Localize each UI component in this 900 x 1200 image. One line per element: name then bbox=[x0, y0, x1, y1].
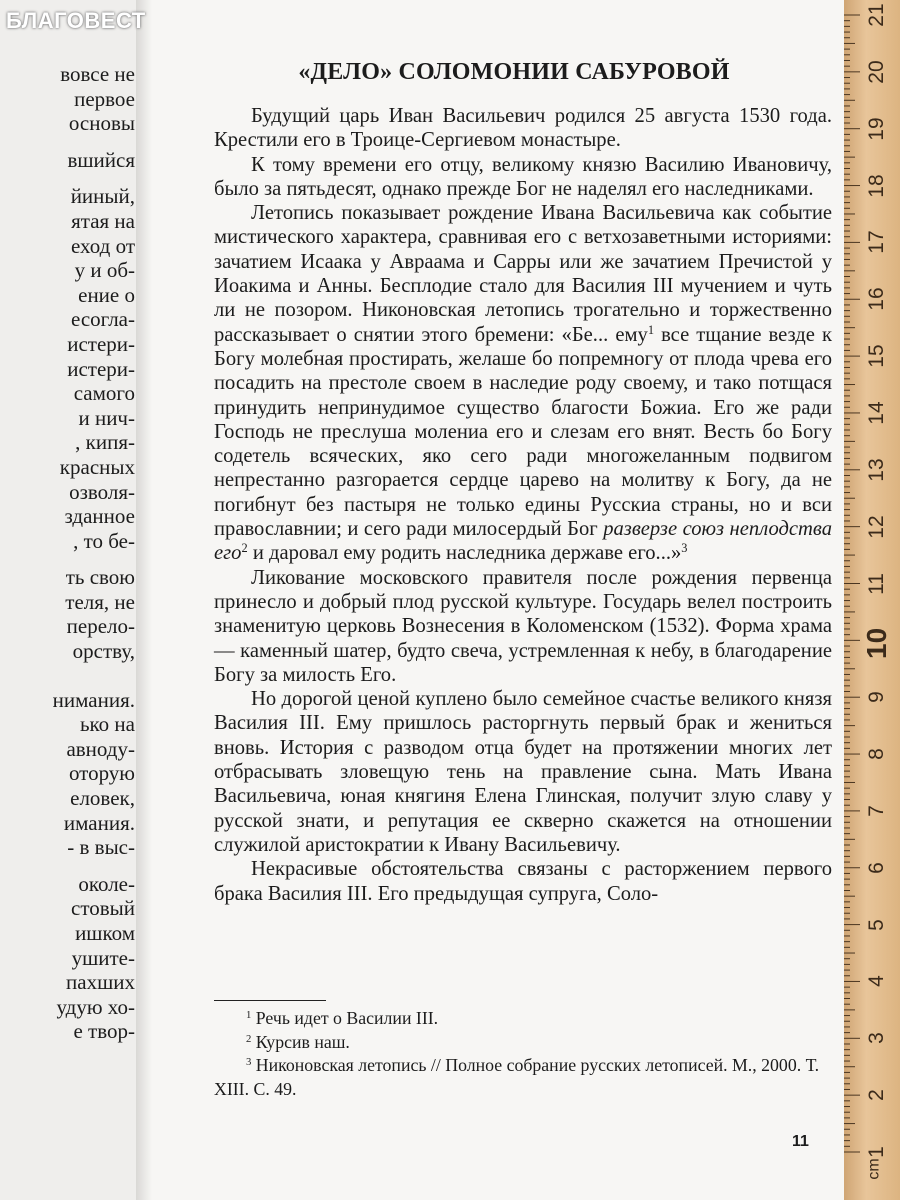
left-page-line bbox=[53, 172, 135, 184]
ruler-number: 6 bbox=[865, 861, 888, 874]
left-page-line: оторую bbox=[68, 761, 135, 786]
left-page-line: основы bbox=[68, 111, 135, 136]
left-page-text bbox=[53, 62, 135, 1044]
ruler-number: 10 bbox=[861, 628, 892, 660]
left-page-line: , кипя- bbox=[75, 430, 135, 455]
left-page-line: ть свою bbox=[65, 565, 135, 590]
footnote-ref-3: 3 bbox=[681, 541, 688, 556]
book-gutter bbox=[136, 0, 152, 1200]
left-page-line: зданное bbox=[64, 504, 135, 529]
left-page-line: ишком bbox=[75, 921, 135, 945]
left-page-line: красных bbox=[59, 454, 135, 479]
left-page-line: ько на bbox=[79, 712, 135, 737]
ruler-number: 14 bbox=[865, 401, 888, 425]
left-page-line: нимания. bbox=[52, 687, 135, 712]
left-page-line: озволя- bbox=[69, 479, 135, 504]
italic-quote: разверзе союз неплодства его bbox=[214, 518, 832, 565]
left-page-line: - в выс- bbox=[67, 835, 135, 860]
ruler-number: 19 bbox=[865, 117, 888, 141]
paragraph-6: Некрасивые обстоятельства связаны с расторжением первого брака Василия III. Его предыдущая супруга, Соло- bbox=[214, 858, 832, 905]
paragraph-3-part-b: все тщание везде к Богу молебная простирать, желаше бо попремногу от плода чрева его посадить на престоле своем в наследие роду своему, и тако потщася принудить непринудимое существо благости Божиа. Его же ради Господь не преслуша молениа его и слезам его внят. Весть бо Богу содетель всяческих, яко сего ради многожеланным подвигом непрестанно разгорается сердце царево на молитву к Богу, да не погибнут без пастыря не только едины Русскиа страны, но и вси православнии; и сего ради милосердый Бог bbox=[214, 323, 832, 541]
ruler-number: 8 bbox=[865, 748, 888, 760]
ruler-number: 20 bbox=[865, 60, 888, 84]
left-page bbox=[0, 0, 143, 1200]
left-page-line bbox=[53, 553, 135, 565]
left-page-line: еход от bbox=[71, 233, 135, 258]
left-page-line: еловек, bbox=[70, 786, 135, 811]
left-page-line: у и об- bbox=[74, 258, 135, 283]
left-page-line: авноду- bbox=[66, 736, 135, 761]
left-page-line: йиный, bbox=[70, 184, 135, 209]
ruler-number: 17 bbox=[865, 230, 888, 255]
left-page-line: околе- bbox=[78, 871, 135, 896]
footnote-ref-1: 1 bbox=[647, 322, 654, 337]
left-page-line: е твор- bbox=[73, 1019, 135, 1044]
ruler-number: 21 bbox=[865, 3, 888, 27]
left-page-line: удую хо- bbox=[56, 994, 135, 1019]
ruler-number: 4 bbox=[865, 975, 888, 988]
left-page-line bbox=[53, 136, 135, 148]
left-page-line: стовый bbox=[71, 896, 135, 921]
chapter-title: «ДЕЛО» СОЛОМОНИИ САБУРОВОЙ bbox=[298, 59, 730, 85]
left-page-line: самого bbox=[73, 381, 135, 406]
left-page-line bbox=[53, 860, 135, 872]
left-page-line: , то бе- bbox=[73, 528, 135, 553]
paragraph-3 bbox=[214, 201, 832, 565]
left-page-line bbox=[53, 664, 135, 676]
paragraph-3-part-c: и даровал ему родить наследника державе его...» bbox=[247, 542, 682, 565]
ruler-number: 11 bbox=[865, 572, 888, 595]
left-page-line: перело- bbox=[66, 614, 135, 639]
paragraph-5: Но дорогой ценой куплено было семейное счастье великого князя Василия III. Ему пришлось расторгнуть первый брак и жениться вновь. История с разводом отца будет на протяжении многих лет отбрасывать зловещую тень на правление сына. Мать Ивана Васильевича, юная княгиня Елена Глинская, получит злую славу у русской знати, и репутация ее скверно скажется на отношении служилой аристократии к Ивану Васильевичу. bbox=[214, 688, 832, 856]
body-text bbox=[214, 104, 832, 906]
left-page-line: орству, bbox=[72, 639, 135, 664]
paragraph-4: Ликование московского правителя после рождения первенца принесло и добрый плод русской культуре. Государь велел построить знаменитую церковь Вознесения в Коломенском (1532). Форма храма — каменный шатер, будто свеча, устремленная к небу, в благодарение Богу за милость Его. bbox=[214, 566, 832, 686]
ruler-number: 18 bbox=[865, 173, 888, 198]
paragraph-2: К тому времени его отцу, великому князю Василию Ивановичу, было за пятьдесят, однако прежде Бог не наделял его наследниками. bbox=[214, 153, 832, 200]
left-page-line: есогла- bbox=[70, 307, 135, 332]
ruler-number: 12 bbox=[865, 514, 888, 539]
ruler-number: 1 bbox=[865, 1146, 888, 1158]
footnote-divider bbox=[214, 1000, 326, 1001]
left-page-line: истери- bbox=[67, 331, 135, 356]
left-page-line: пахших bbox=[66, 970, 135, 995]
left-page-line: ение о bbox=[78, 282, 135, 307]
watermark-logo: БЛАГОВЕСТ bbox=[6, 8, 146, 33]
footnote-3: $^3$ Никоновская летопись // Полное собрание русских летописей. М., 2000. Т. XIII. С. 49. bbox=[214, 1055, 820, 1099]
left-page-line: первое bbox=[74, 86, 135, 111]
right-page bbox=[152, 0, 844, 1200]
ruler-number: 15 bbox=[865, 344, 888, 368]
left-page-line: вшийся bbox=[67, 147, 135, 172]
ruler-number: 13 bbox=[865, 458, 888, 482]
ruler-number: 7 bbox=[865, 805, 888, 817]
paragraph-1: Будущий царь Иван Васильевич родился 25 августа 1530 года. Крестили его в Троице-Сергиевом монастыре. bbox=[214, 105, 832, 152]
paragraph-3-part-a: Летопись показывает рождение Ивана Васильевича как событие мистического характера, сравнивая его с ветхозаветными историями: зачатием Исаака у Авраама и Сарры или же зачатием Пречистой у Иоакима и Анны. Бесплодие стало для Василия III мучением и чуть ли не позором. Никоновская летопись трогательно и торжественно рассказывает о снятии этого бремени: «Бе... ему bbox=[214, 202, 832, 346]
page-number: 11 bbox=[792, 1133, 809, 1150]
left-page-line: и нич- bbox=[78, 405, 135, 430]
ruler-number: 5 bbox=[865, 918, 888, 931]
ruler-number: 16 bbox=[865, 287, 888, 311]
left-page-line: имания. bbox=[63, 810, 135, 835]
footnotes bbox=[214, 1007, 832, 1101]
left-page-line: теля, не bbox=[65, 589, 135, 614]
wooden-ruler bbox=[844, 0, 900, 1200]
left-page-line: вовсе не bbox=[60, 62, 135, 86]
ruler-number: 2 bbox=[865, 1089, 888, 1101]
footnote-1: $^1$ Речь идет о Василии III. bbox=[246, 1008, 439, 1028]
left-page-line: ушите- bbox=[71, 945, 135, 970]
ruler-number: 9 bbox=[865, 691, 888, 704]
footnote-2: $^2$ Курсив наш. bbox=[246, 1031, 350, 1052]
left-page-line: ятая на bbox=[71, 208, 135, 233]
ruler-unit-label: cm bbox=[865, 1158, 883, 1180]
left-page-line bbox=[53, 676, 135, 688]
ruler-number: 3 bbox=[865, 1032, 888, 1045]
footnote-ref-2: 2 bbox=[241, 541, 248, 556]
left-page-line: истери- bbox=[67, 356, 135, 381]
